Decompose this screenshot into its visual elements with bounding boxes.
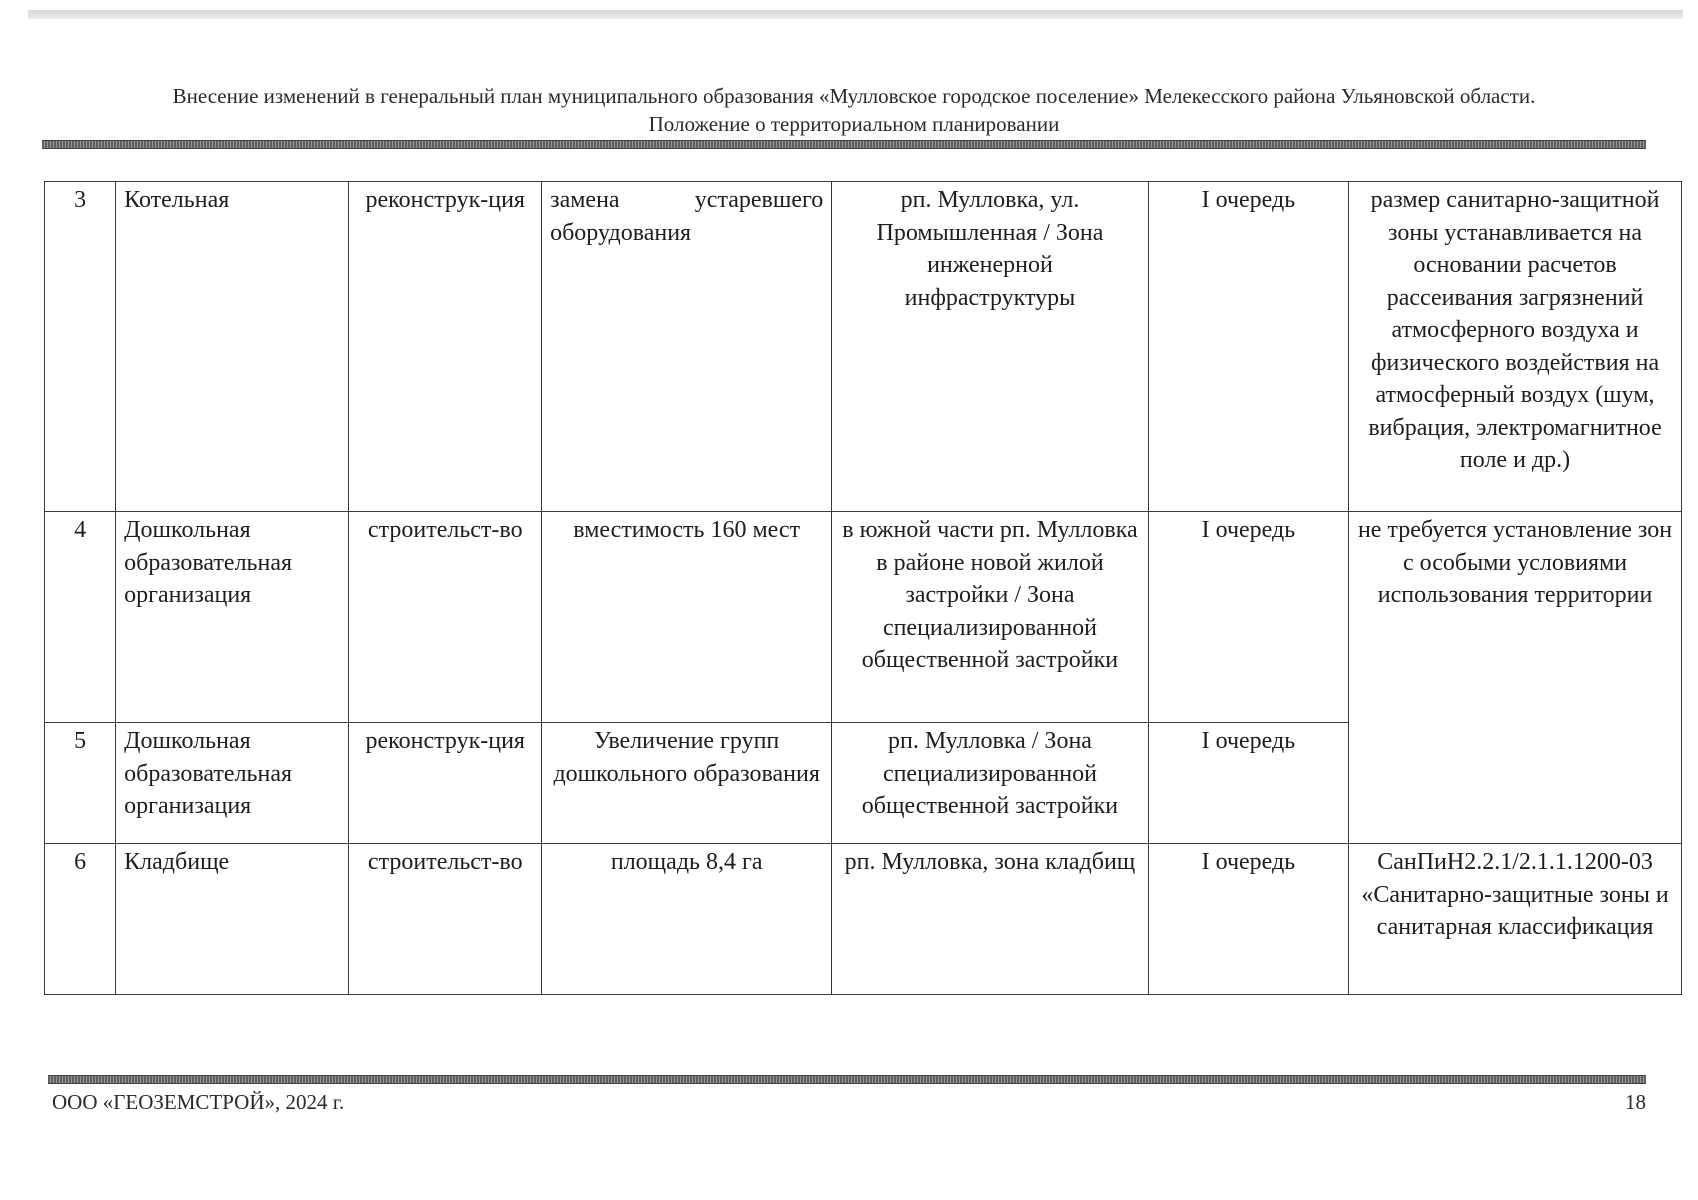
object-params: вместимость 160 мест — [542, 512, 832, 723]
row-number: 5 — [45, 723, 116, 844]
object-name: Дошкольная образовательная организация — [116, 512, 349, 723]
object-location: в южной части рп. Мулловка в районе новой жилой застройки / Зона специализированной общественной застройки — [832, 512, 1148, 723]
planning-table — [44, 181, 1682, 995]
object-name: Кладбище — [116, 844, 349, 995]
object-name: Дошкольная образовательная организация — [116, 723, 349, 844]
footer-rule — [48, 1075, 1646, 1084]
row-number: 4 — [45, 512, 116, 723]
object-params: Увеличение групп дошкольного образования — [542, 723, 832, 844]
protection-zone: СанПиН2.2.1/2.1.1.1200-03 «Санитарно-защитные зоны и санитарная классификация — [1349, 844, 1682, 995]
params-line: оборудования — [550, 219, 692, 246]
work-type: реконструк-ция — [349, 723, 542, 844]
object-params: площадь 8,4 га — [542, 844, 832, 995]
page-number: 18 — [1625, 1090, 1646, 1114]
implementation-stage: I очередь — [1148, 723, 1348, 844]
footer-company: ООО «ГЕОЗЕМСТРОЙ», 2024 г. — [52, 1090, 345, 1114]
work-type: строительст-во — [349, 844, 542, 995]
object-params — [542, 182, 832, 512]
object-name: Котельная — [116, 182, 349, 512]
row-number: 6 — [45, 844, 116, 995]
table-row — [45, 512, 1682, 723]
scan-edge — [28, 10, 1683, 19]
object-location: рп. Мулловка / Зона специализированной общественной застройки — [832, 723, 1148, 844]
table-row — [45, 844, 1682, 995]
header-title: Внесение изменений в генеральный план муниципального образования «Мулловское городское поселение» Мелекесского района Ульяновской области. — [172, 84, 1536, 108]
protection-zone: размер санитарно-защитной зоны устанавливается на основании расчетов рассеивания загрязнений атмосферного воздуха и физического воздействия на атмосферный воздух (шум, вибрация, электромагнитное поле и др.) — [1349, 182, 1682, 512]
implementation-stage: I очередь — [1148, 512, 1348, 723]
work-type: строительст-во — [349, 512, 542, 723]
protection-zone: не требуется установление зон с особыми условиями использования территории — [1349, 512, 1682, 844]
document-header — [30, 82, 1678, 138]
object-location: рп. Мулловка, зона кладбищ — [832, 844, 1148, 995]
params-line: замена устаревшего — [550, 187, 824, 213]
implementation-stage: I очередь — [1148, 182, 1348, 512]
implementation-stage: I очередь — [1148, 844, 1348, 995]
header-subtitle: Положение о территориальном планировании — [648, 112, 1060, 136]
header-rule — [42, 140, 1646, 149]
work-type: реконструк-ция — [349, 182, 542, 512]
table-row — [45, 182, 1682, 512]
object-location: рп. Мулловка, ул. Промышленная / Зона инженерной инфраструктуры — [832, 182, 1148, 512]
row-number: 3 — [45, 182, 116, 512]
